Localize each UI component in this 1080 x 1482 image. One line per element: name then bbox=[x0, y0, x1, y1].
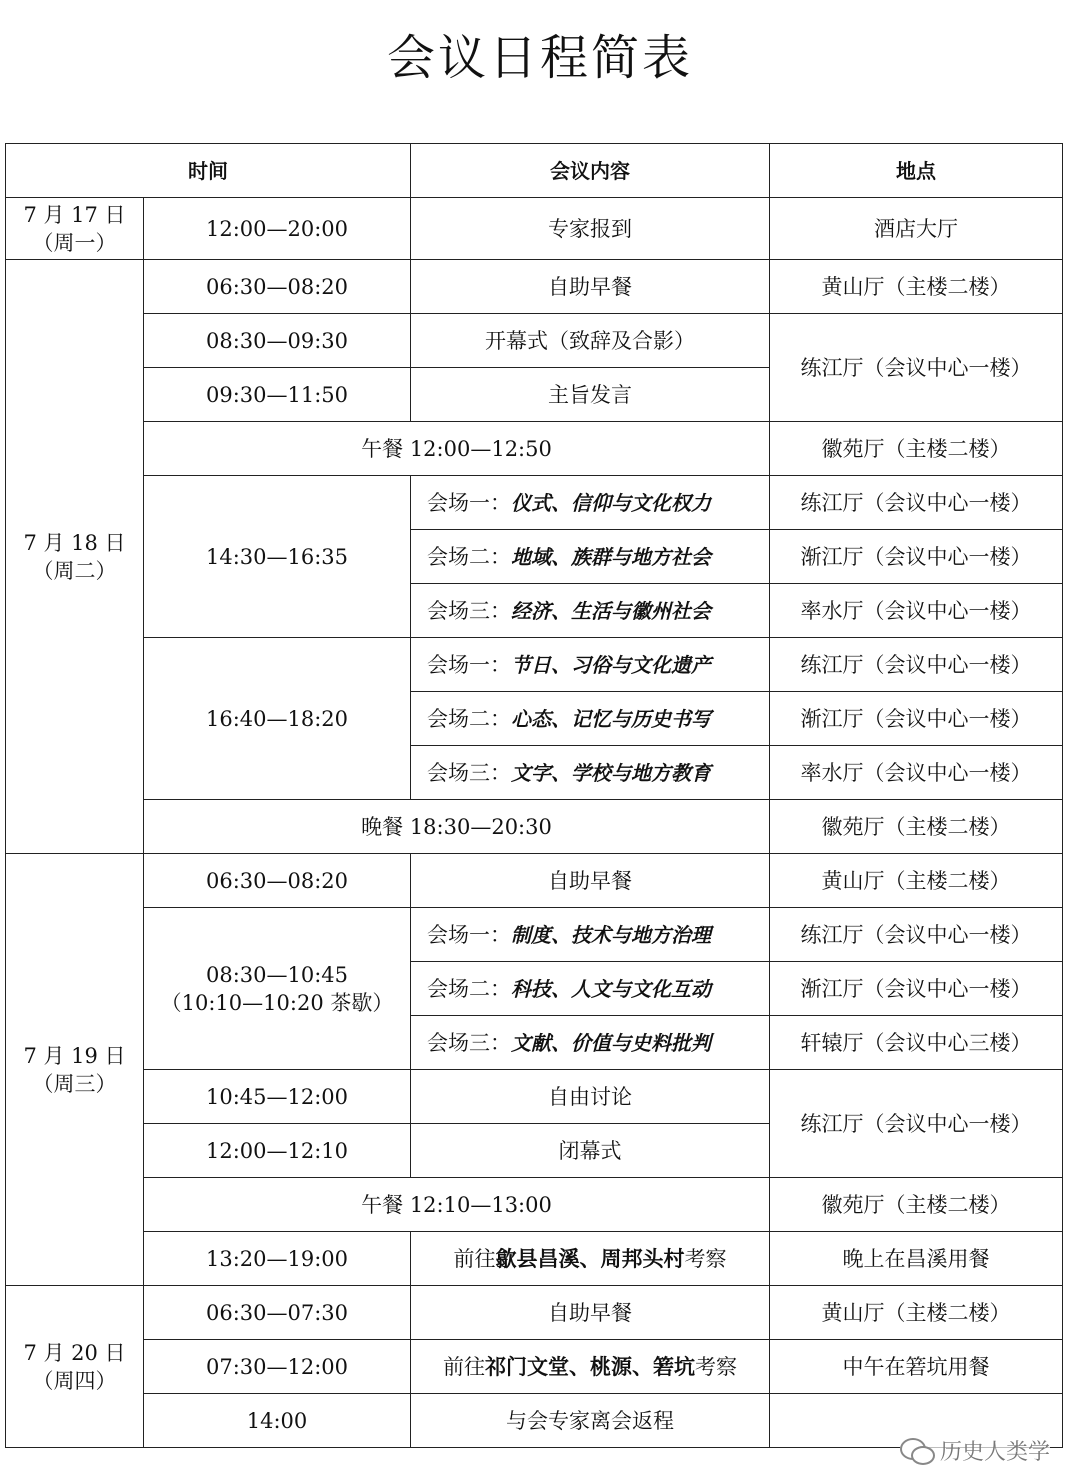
time-cell: 06:30—08:20 bbox=[144, 854, 411, 908]
header-content: 会议内容 bbox=[411, 144, 770, 198]
session-cell bbox=[411, 692, 770, 746]
location-cell: 率水厅（会议中心一楼） bbox=[770, 584, 1063, 638]
watermark bbox=[900, 1435, 1050, 1466]
content-cell: 主旨发言 bbox=[411, 368, 770, 422]
session-topic: 心态、记忆与历史书写 bbox=[511, 706, 711, 731]
meal-cell: 午餐 12:00—12:50 bbox=[144, 422, 770, 476]
time-cell: 16:40—18:20 bbox=[144, 638, 411, 800]
content-cell bbox=[411, 1340, 770, 1394]
header-location: 地点 bbox=[770, 144, 1063, 198]
day-cell-0718 bbox=[6, 260, 144, 854]
day-weekday: （周四） bbox=[32, 1368, 117, 1393]
location-cell: 酒店大厅 bbox=[770, 198, 1063, 260]
session-cell bbox=[411, 584, 770, 638]
tea-break: （10:10—10:20 茶歇） bbox=[160, 990, 394, 1015]
session-venue: 会场三： bbox=[427, 598, 511, 623]
session-cell bbox=[411, 908, 770, 962]
time-cell: 12:00—12:10 bbox=[144, 1124, 411, 1178]
location-cell: 练江厅（会议中心一楼） bbox=[770, 476, 1063, 530]
session-topic: 科技、人文与文化互动 bbox=[511, 976, 711, 1001]
content-cell: 自由讨论 bbox=[411, 1070, 770, 1124]
table-row bbox=[6, 1232, 1063, 1286]
table-row bbox=[6, 198, 1063, 260]
session-cell bbox=[411, 530, 770, 584]
day-date: 7 月 20 日 bbox=[23, 1340, 126, 1365]
day-date: 7 月 18 日 bbox=[23, 530, 126, 555]
time-cell: 06:30—08:20 bbox=[144, 260, 411, 314]
location-cell: 渐江厅（会议中心一楼） bbox=[770, 962, 1063, 1016]
field-post: 考察 bbox=[684, 1246, 727, 1271]
day-weekday: （周一） bbox=[32, 230, 117, 255]
header-time: 时间 bbox=[6, 144, 411, 198]
table-row bbox=[6, 908, 1063, 962]
location-cell: 练江厅（会议中心一楼） bbox=[770, 314, 1063, 422]
session-venue: 会场二： bbox=[427, 544, 511, 569]
day-date: 7 月 17 日 bbox=[23, 202, 126, 227]
content-cell: 开幕式（致辞及合影） bbox=[411, 314, 770, 368]
field-places: 歙县昌溪、周邦头村 bbox=[495, 1245, 685, 1271]
day-weekday: （周二） bbox=[32, 558, 117, 583]
location-cell: 练江厅（会议中心一楼） bbox=[770, 638, 1063, 692]
location-cell: 练江厅（会议中心一楼） bbox=[770, 1070, 1063, 1178]
content-cell: 专家报到 bbox=[411, 198, 770, 260]
time-cell: 08:30—09:30 bbox=[144, 314, 411, 368]
location-cell: 轩辕厅（会议中心三楼） bbox=[770, 1016, 1063, 1070]
location-cell: 练江厅（会议中心一楼） bbox=[770, 908, 1063, 962]
day-date: 7 月 19 日 bbox=[23, 1043, 126, 1068]
table-row bbox=[6, 476, 1063, 530]
session-time: 08:30—10:45 bbox=[205, 962, 349, 987]
session-venue: 会场一： bbox=[427, 490, 511, 515]
table-row bbox=[6, 854, 1063, 908]
session-topic: 文献、价值与史料批判 bbox=[511, 1030, 711, 1055]
session-venue: 会场一： bbox=[427, 922, 511, 947]
session-cell bbox=[411, 476, 770, 530]
meal-cell: 晚餐 18:30—20:30 bbox=[144, 800, 770, 854]
table-row bbox=[6, 1340, 1063, 1394]
location-cell: 黄山厅（主楼二楼） bbox=[770, 854, 1063, 908]
session-venue: 会场三： bbox=[427, 760, 511, 785]
session-topic: 仪式、信仰与文化权力 bbox=[511, 490, 711, 515]
session-topic: 经济、生活与徽州社会 bbox=[511, 598, 711, 623]
page-title: 会议日程简表 bbox=[386, 30, 693, 86]
time-cell: 07:30—12:00 bbox=[144, 1340, 411, 1394]
meal-cell: 午餐 12:10—13:00 bbox=[144, 1178, 770, 1232]
table-row bbox=[6, 638, 1063, 692]
session-cell bbox=[411, 1016, 770, 1070]
content-cell: 自助早餐 bbox=[411, 1286, 770, 1340]
content-cell: 与会专家离会返程 bbox=[411, 1394, 770, 1448]
session-topic: 节日、习俗与文化遗产 bbox=[511, 652, 711, 677]
location-cell: 渐江厅（会议中心一楼） bbox=[770, 530, 1063, 584]
time-cell: 10:45—12:00 bbox=[144, 1070, 411, 1124]
content-cell: 闭幕式 bbox=[411, 1124, 770, 1178]
session-topic: 文字、学校与地方教育 bbox=[511, 760, 711, 785]
table-row bbox=[6, 422, 1063, 476]
table-row bbox=[6, 260, 1063, 314]
session-topic: 地域、族群与地方社会 bbox=[511, 544, 711, 569]
location-cell: 中午在箬坑用餐 bbox=[770, 1340, 1063, 1394]
content-cell bbox=[411, 1232, 770, 1286]
location-cell: 黄山厅（主楼二楼） bbox=[770, 260, 1063, 314]
location-cell: 徽苑厅（主楼二楼） bbox=[770, 422, 1063, 476]
session-cell bbox=[411, 638, 770, 692]
table-row bbox=[6, 1286, 1063, 1340]
day-cell-0717 bbox=[6, 198, 144, 260]
field-pre: 前往 bbox=[453, 1246, 496, 1271]
day-cell-0719 bbox=[6, 854, 144, 1286]
time-cell: 14:30—16:35 bbox=[144, 476, 411, 638]
location-cell: 徽苑厅（主楼二楼） bbox=[770, 800, 1063, 854]
time-cell: 12:00—20:00 bbox=[144, 198, 411, 260]
time-cell: 06:30—07:30 bbox=[144, 1286, 411, 1340]
content-cell: 自助早餐 bbox=[411, 854, 770, 908]
time-cell: 13:20—19:00 bbox=[144, 1232, 411, 1286]
location-cell: 晚上在昌溪用餐 bbox=[770, 1232, 1063, 1286]
content-cell: 自助早餐 bbox=[411, 260, 770, 314]
location-cell: 率水厅（会议中心一楼） bbox=[770, 746, 1063, 800]
time-cell: 09:30—11:50 bbox=[144, 368, 411, 422]
session-cell bbox=[411, 962, 770, 1016]
session-cell bbox=[411, 746, 770, 800]
schedule-table bbox=[5, 143, 1063, 1448]
session-venue: 会场二： bbox=[427, 976, 511, 1001]
watermark-text: 历史人类学 bbox=[939, 1440, 1050, 1465]
day-weekday: （周三） bbox=[32, 1071, 117, 1096]
header-row bbox=[6, 144, 1063, 198]
table-row bbox=[6, 1178, 1063, 1232]
field-pre: 前往 bbox=[443, 1354, 485, 1379]
field-places: 祁门文堂、桃源、箬坑 bbox=[485, 1353, 695, 1379]
table-row bbox=[6, 1070, 1063, 1124]
field-post: 考察 bbox=[695, 1354, 737, 1379]
session-venue: 会场三： bbox=[427, 1030, 511, 1055]
table-row bbox=[6, 314, 1063, 368]
session-venue: 会场一： bbox=[427, 652, 511, 677]
time-cell bbox=[144, 908, 411, 1070]
location-cell: 徽苑厅（主楼二楼） bbox=[770, 1178, 1063, 1232]
location-cell: 黄山厅（主楼二楼） bbox=[770, 1286, 1063, 1340]
session-topic: 制度、技术与地方治理 bbox=[511, 922, 711, 947]
time-cell: 14:00 bbox=[144, 1394, 411, 1448]
table-row bbox=[6, 800, 1063, 854]
session-venue: 会场二： bbox=[427, 706, 511, 731]
wechat-icon bbox=[900, 1438, 934, 1464]
location-cell: 渐江厅（会议中心一楼） bbox=[770, 692, 1063, 746]
day-cell-0720 bbox=[6, 1286, 144, 1448]
